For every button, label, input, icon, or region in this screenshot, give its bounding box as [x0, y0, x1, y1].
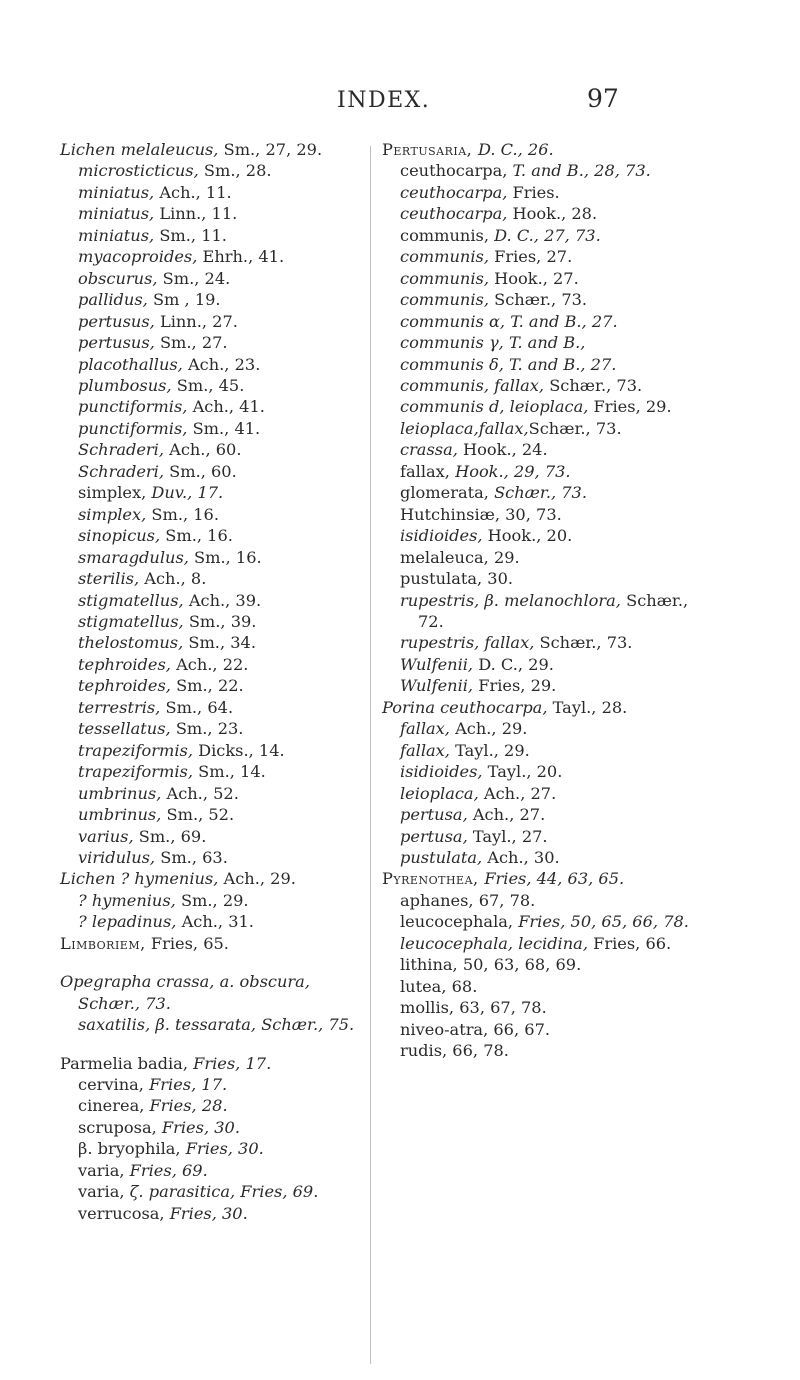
- index-entry: [382, 461, 712, 482]
- entry-term: simplex,: [78, 504, 147, 524]
- index-entry: [382, 289, 712, 310]
- index-entry: [382, 654, 712, 675]
- entry-term: Parmelia badia,: [60, 1053, 194, 1073]
- index-entry: [382, 396, 712, 417]
- index-entry: [60, 632, 360, 653]
- entry-term: terrestris,: [78, 697, 161, 717]
- index-entry: [382, 675, 712, 696]
- entry-reference: Schær., 73.: [534, 633, 633, 653]
- entry-reference: Fries, 17.: [193, 1053, 272, 1073]
- entry-term: miniatus,: [78, 204, 155, 224]
- entry-reference: Sm., 22.: [170, 676, 244, 696]
- index-entry: [60, 1181, 360, 1202]
- entry-term: pertusa,: [400, 826, 468, 846]
- entry-reference: Fries, 69.: [129, 1160, 208, 1180]
- entry-term: communis δ,: [400, 354, 510, 374]
- entry-term: miniatus,: [78, 225, 155, 245]
- entry-term: thelostomus,: [78, 633, 184, 653]
- index-entry: [60, 654, 360, 675]
- index-entry: [382, 590, 712, 633]
- index-entry: [60, 971, 360, 1014]
- entry-term: tephroides,: [78, 676, 171, 696]
- index-entry: [60, 139, 360, 160]
- entry-term: lithina, 50, 63, 68, 69.: [400, 955, 582, 975]
- entry-reference: Schær., 73.: [494, 483, 587, 503]
- index-entry: [382, 632, 712, 653]
- entry-reference: Sm., 16.: [146, 504, 219, 524]
- index-entry: [60, 160, 360, 181]
- index-entry: [60, 718, 360, 739]
- index-entry: [60, 461, 360, 482]
- entry-term: varia,: [78, 1160, 130, 1180]
- entry-term: Hutchinsiæ, 30, 73.: [400, 504, 562, 524]
- index-entry: [60, 826, 360, 847]
- entry-term: microsticticus,: [78, 161, 199, 181]
- index-entry: [60, 675, 360, 696]
- entry-term: isidioides,: [400, 762, 483, 782]
- entry-reference: Ach., 60.: [163, 440, 242, 460]
- entry-reference: Ach., 41.: [187, 397, 265, 417]
- entry-reference: D. C., 29.: [473, 654, 554, 674]
- entry-term: varia,: [78, 1182, 130, 1202]
- index-entry: [382, 332, 712, 353]
- entry-reference: Ach., 8.: [139, 569, 207, 589]
- page-number: 97: [587, 84, 619, 113]
- index-entry: [382, 160, 712, 181]
- index-entry: [382, 783, 712, 804]
- entry-reference: β. tessarata, Schær., 75.: [155, 1015, 355, 1035]
- index-entry: [382, 1040, 712, 1061]
- index-entry: [60, 246, 360, 267]
- entry-reference: Tayl., 29.: [449, 740, 530, 760]
- entry-term: lutea, 68.: [400, 976, 478, 996]
- index-entry: [60, 268, 360, 289]
- index-entry: [60, 1203, 360, 1224]
- entry-term: Lichen ? hymenius,: [60, 869, 219, 889]
- index-entry: [60, 1138, 360, 1159]
- entry-reference: Schær., 73.: [544, 375, 643, 395]
- column-divider: [370, 146, 371, 1364]
- entry-term: verrucosa,: [78, 1203, 170, 1223]
- index-entry: [60, 375, 360, 396]
- entry-term: Schraderi,: [78, 440, 164, 460]
- index-entry: [60, 804, 360, 825]
- index-entry: [60, 311, 360, 332]
- index-entry: [382, 911, 712, 932]
- index-entry: [382, 375, 712, 396]
- entry-term: placothallus,: [78, 354, 183, 374]
- entry-reference: Fries, 17.: [149, 1075, 228, 1095]
- index-entry: [60, 525, 360, 546]
- index-entry: [382, 997, 712, 1018]
- entry-term: scruposa,: [78, 1117, 162, 1137]
- entry-term: pertusus,: [78, 333, 155, 353]
- entry-reference: Fries, 27.: [489, 247, 573, 267]
- index-entry: [382, 439, 712, 460]
- entry-term: saxatilis,: [78, 1015, 156, 1035]
- entry-reference: Ach., 22.: [170, 654, 249, 674]
- entry-term: glomerata,: [400, 483, 495, 503]
- entry-reference: Sm., 39.: [183, 611, 257, 631]
- entry-term: leioplaca,fallax,: [400, 418, 529, 438]
- entry-reference: Sm., 60.: [163, 461, 237, 481]
- entry-term: trapeziformis,: [78, 740, 193, 760]
- entry-reference: Ach., 29.: [218, 869, 296, 889]
- index-entry: [60, 611, 360, 632]
- entry-term: Porina ceuthocarpa,: [382, 697, 548, 717]
- entry-reference: Fries, 29.: [473, 676, 557, 696]
- entry-term: pustulata,: [400, 847, 483, 867]
- entry-term: communis d, leioplaca,: [400, 397, 589, 417]
- entry-reference: Sm., 23.: [170, 719, 244, 739]
- index-entry: [60, 761, 360, 782]
- entry-term: leioplaca,: [400, 783, 479, 803]
- entry-term: communis α,: [400, 311, 511, 331]
- entry-reference: Schær., 73.: [528, 418, 622, 438]
- entry-term: ? hymenius,: [78, 890, 176, 910]
- entry-reference: Sm., 64.: [160, 697, 234, 717]
- entry-reference: Ach., 30.: [482, 847, 560, 867]
- index-entry: [60, 289, 360, 310]
- entry-reference: Ach., 31.: [176, 912, 254, 932]
- entry-reference: Sm., 16.: [188, 547, 262, 567]
- index-entry: [60, 868, 360, 889]
- entry-reference: Duv., 17.: [151, 483, 224, 503]
- entry-reference: Fries.: [507, 182, 560, 202]
- index-entry: [382, 418, 712, 439]
- index-entry: [60, 439, 360, 460]
- index-entry: [382, 246, 712, 267]
- entry-term: tephroides,: [78, 654, 171, 674]
- entry-term: leucocephala, lecidina,: [400, 933, 588, 953]
- entry-reference: Ach., 11.: [154, 182, 232, 202]
- entry-term: ceuthocarpa,: [400, 204, 508, 224]
- entry-reference: Hook., 27.: [489, 268, 579, 288]
- entry-reference: Hook., 29, 73.: [455, 461, 571, 481]
- entry-term: isidioides,: [400, 526, 483, 546]
- index-entry: [382, 354, 712, 375]
- entry-reference: Ach., 39.: [183, 590, 262, 610]
- entry-reference: Sm., 52.: [161, 805, 235, 825]
- entry-term: Limboriem,: [60, 933, 146, 953]
- index-entry: [382, 525, 712, 546]
- entry-term: cinerea,: [78, 1096, 150, 1116]
- index-entry: [382, 482, 712, 503]
- entry-reference: T. and B.,: [508, 333, 586, 353]
- entry-term: pallidus,: [78, 290, 148, 310]
- entry-term: punctiformis,: [78, 418, 188, 438]
- entry-reference: Fries, 50, 65, 66, 78.: [518, 912, 689, 932]
- index-entry: [382, 268, 712, 289]
- entry-reference: Schær., 73.: [489, 290, 588, 310]
- page-title: INDEX.: [337, 88, 431, 113]
- entry-term: Wulfenii,: [400, 654, 474, 674]
- index-entry: [382, 890, 712, 911]
- index-entry: [60, 1074, 360, 1095]
- entry-reference: Sm., 27.: [154, 333, 228, 353]
- entry-reference: Sm., 34.: [183, 633, 256, 653]
- entry-term: cervina,: [78, 1075, 150, 1095]
- entry-term: obscurus,: [78, 268, 158, 288]
- index-entry: [60, 568, 360, 589]
- index-entry: [60, 697, 360, 718]
- entry-reference: T. and B., 28, 73.: [512, 161, 651, 181]
- entry-term: aphanes, 67, 78.: [400, 890, 536, 910]
- entry-reference: Hook., 28.: [507, 204, 598, 224]
- index-entry: [382, 139, 712, 160]
- index-entry: [382, 933, 712, 954]
- index-entry: [60, 1117, 360, 1138]
- index-entry: [60, 1160, 360, 1181]
- entry-reference: Tayl., 20.: [482, 762, 563, 782]
- index-column-right: [382, 139, 712, 1061]
- entry-reference: Fries, 30.: [169, 1203, 248, 1223]
- entry-term: Lichen melaleucus,: [60, 140, 219, 159]
- entry-reference: D. C., 27, 73.: [494, 225, 601, 245]
- entry-reference: Dicks., 14.: [193, 740, 285, 760]
- index-entry: [60, 203, 360, 224]
- entry-term: leucocephala,: [400, 912, 519, 932]
- entry-term: communis, fallax,: [400, 375, 545, 395]
- entry-reference: ζ. parasitica, Fries, 69.: [129, 1182, 319, 1202]
- entry-term: pertusa,: [400, 805, 468, 825]
- entry-term: Wulfenii,: [400, 676, 474, 696]
- index-entry: [60, 396, 360, 417]
- entry-reference: Tayl., 28.: [547, 697, 628, 717]
- entry-term: umbrinus,: [78, 805, 162, 825]
- entry-reference: Tayl., 27.: [467, 826, 548, 846]
- entry-term: miniatus,: [78, 182, 155, 202]
- index-entry: [382, 804, 712, 825]
- entry-term: rupestris, β. melanochlora,: [400, 590, 621, 610]
- entry-reference: Fries, 30.: [161, 1117, 240, 1137]
- index-entry: [60, 740, 360, 761]
- entry-reference: Linn., 27.: [154, 311, 238, 331]
- index-entry: [382, 976, 712, 997]
- entry-reference: a. obscura, Schær., 73.: [78, 972, 310, 1013]
- entry-term: trapeziformis,: [78, 762, 193, 782]
- index-entry: [60, 911, 360, 932]
- index-entry: [60, 354, 360, 375]
- entry-reference: Fries, 65.: [145, 933, 229, 953]
- index-entry: [382, 568, 712, 589]
- entry-reference: T. and B., 27.: [510, 311, 618, 331]
- index-entry: [60, 1014, 360, 1035]
- index-entry: [382, 761, 712, 782]
- index-entry: [382, 225, 712, 246]
- index-entry: [382, 740, 712, 761]
- index-entry: [382, 182, 712, 203]
- index-entry: [382, 718, 712, 739]
- entry-reference: Sm., 45.: [171, 375, 245, 395]
- entry-term: fallax,: [400, 461, 456, 481]
- entry-term: pertusus,: [78, 311, 155, 331]
- entry-term: simplex,: [78, 483, 152, 503]
- index-entry: [382, 868, 712, 889]
- entry-reference: Linn., 11.: [154, 204, 238, 224]
- index-entry: [60, 504, 360, 525]
- entry-reference: Sm , 19.: [147, 290, 221, 310]
- entry-term: rudis, 66, 78.: [400, 1041, 509, 1061]
- entry-term: fallax,: [400, 719, 450, 739]
- entry-term: punctiformis,: [78, 397, 188, 417]
- index-entry: [382, 1019, 712, 1040]
- entry-term: ? lepadinus,: [78, 912, 177, 932]
- index-entry: [382, 547, 712, 568]
- index-entry: [60, 482, 360, 503]
- index-entry: [60, 182, 360, 203]
- entry-term: communis,: [400, 290, 489, 310]
- entry-term: communis,: [400, 225, 495, 245]
- entry-term: fallax,: [400, 740, 450, 760]
- index-entry: [382, 697, 712, 718]
- entry-reference: Ehrh., 41.: [197, 247, 285, 267]
- entry-reference: Sm., 16.: [160, 526, 233, 546]
- entry-reference: Ach., 27.: [467, 805, 546, 825]
- entry-reference: Fries, 28.: [149, 1096, 228, 1116]
- entry-reference: Schær., 72.: [418, 590, 689, 631]
- index-entry: [60, 225, 360, 246]
- index-entry: [60, 332, 360, 353]
- entry-term: communis γ,: [400, 333, 509, 353]
- entry-term: rupestris, fallax,: [400, 633, 535, 653]
- entry-term: Schraderi,: [78, 461, 164, 481]
- entry-reference: Sm., 41.: [187, 418, 261, 438]
- index-entry: [60, 1053, 360, 1074]
- entry-term: pustulata, 30.: [400, 569, 514, 589]
- entry-term: β. bryophila,: [78, 1139, 186, 1159]
- entry-reference: Sm., 69.: [133, 826, 207, 846]
- entry-reference: Hook., 24.: [457, 440, 548, 460]
- entry-term: mollis, 63, 67, 78.: [400, 998, 547, 1018]
- entry-reference: Fries, 66.: [587, 933, 672, 953]
- index-entry: [60, 1095, 360, 1116]
- entry-term: communis,: [400, 268, 489, 288]
- index-entry: [382, 504, 712, 525]
- entry-term: sinopicus,: [78, 526, 161, 546]
- entry-reference: D. C., 26.: [477, 140, 554, 159]
- entry-reference: Sm., 14.: [193, 762, 266, 782]
- entry-reference: Sm., 63.: [155, 847, 228, 867]
- entry-reference: Sm., 27, 29.: [218, 140, 323, 159]
- index-entry: [382, 203, 712, 224]
- entry-reference: Sm., 28.: [198, 161, 272, 181]
- entry-term: viridulus,: [78, 847, 156, 867]
- entry-term: Pyrenothea,: [382, 869, 485, 889]
- entry-term: ceuthocarpa,: [400, 161, 513, 181]
- entry-term: melaleuca, 29.: [400, 547, 520, 567]
- index-entry: [60, 933, 360, 954]
- entry-reference: T. and B., 27.: [509, 354, 617, 374]
- entry-term: Opegrapha crassa,: [60, 972, 220, 992]
- entry-term: niveo-atra, 66, 67.: [400, 1019, 551, 1039]
- entry-term: Pertusaria,: [382, 140, 478, 159]
- entry-term: varius,: [78, 826, 134, 846]
- entry-reference: Fries, 30.: [185, 1139, 264, 1159]
- entry-term: plumbosus,: [78, 375, 172, 395]
- index-entry: [60, 783, 360, 804]
- entry-reference: Ach., 29.: [449, 719, 528, 739]
- index-entry: [60, 547, 360, 568]
- entry-term: myacoproides,: [78, 247, 198, 267]
- entry-term: sterilis,: [78, 569, 140, 589]
- index-entry: [60, 418, 360, 439]
- entry-reference: Ach., 23.: [182, 354, 261, 374]
- entry-reference: Sm., 11.: [154, 225, 227, 245]
- entry-term: stigmatellus,: [78, 611, 184, 631]
- index-entry: [382, 826, 712, 847]
- entry-reference: Ach., 52.: [161, 783, 239, 803]
- entry-reference: Hook., 20.: [482, 526, 573, 546]
- entry-term: ceuthocarpa,: [400, 182, 508, 202]
- entry-term: smaragdulus,: [78, 547, 189, 567]
- index-entry: [60, 890, 360, 911]
- entry-term: stigmatellus,: [78, 590, 184, 610]
- entry-term: communis,: [400, 247, 489, 267]
- index-entry: [382, 847, 712, 868]
- index-entry: [382, 311, 712, 332]
- entry-reference: Fries, 44, 63, 65.: [484, 869, 625, 889]
- entry-reference: Sm., 29.: [175, 890, 249, 910]
- index-entry: [60, 590, 360, 611]
- entry-reference: Fries, 29.: [588, 397, 672, 417]
- index-entry: [382, 954, 712, 975]
- entry-reference: Ach., 27.: [478, 783, 557, 803]
- entry-reference: Sm., 24.: [157, 268, 231, 288]
- index-entry: [60, 847, 360, 868]
- entry-term: crassa,: [400, 440, 458, 460]
- running-head: [0, 84, 800, 118]
- entry-term: tessellatus,: [78, 719, 171, 739]
- entry-term: umbrinus,: [78, 783, 162, 803]
- index-column-left: [60, 139, 360, 1224]
